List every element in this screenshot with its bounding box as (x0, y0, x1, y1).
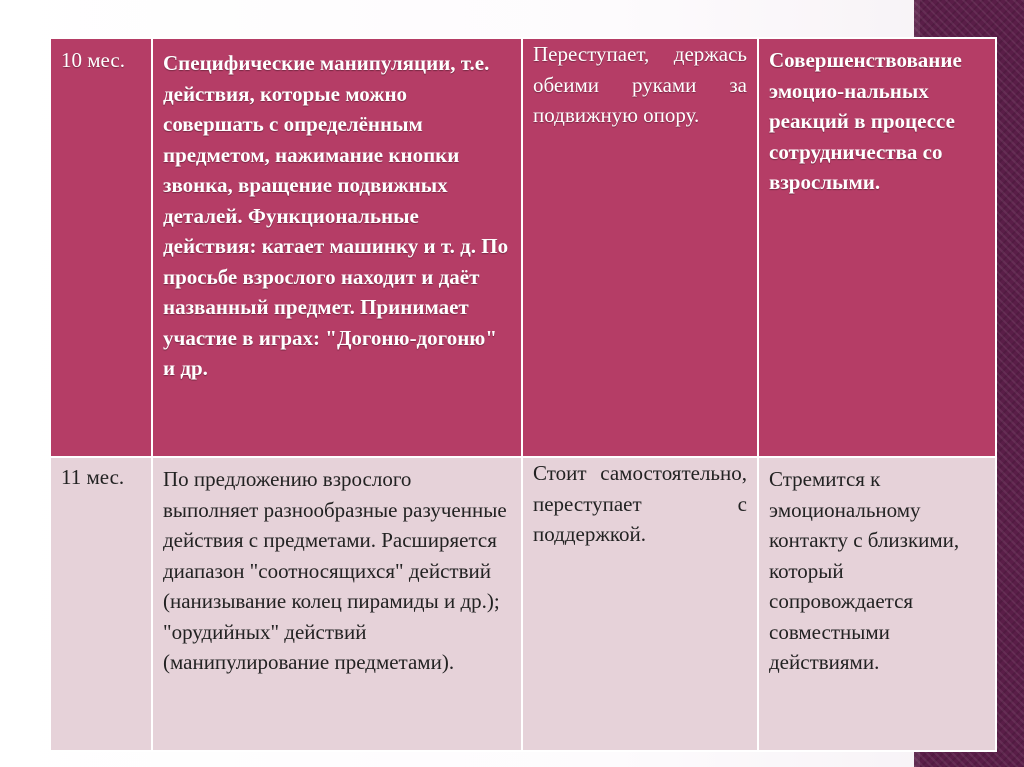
activity-text: Специфические манипуляции, т.е. действия, которые можно совершать с определённым предметом, нажимание кнопки звонка, вращение подвижных деталей. Функциональные действия: катает машинку и т. д. По просьбе взрослого находит и даёт названный предмет. Принимает участие в играх: "Догоню-догоню" и др. (163, 51, 509, 380)
age-label: 11 мес. (61, 465, 125, 489)
emotion-text: Совершенствование эмоцио-нальных реакций в процессе сотрудничества со взрослыми. (769, 48, 962, 194)
movement-cell (522, 457, 758, 751)
activity-cell (152, 457, 522, 751)
age-label: 10 мес. (61, 48, 125, 72)
age-cell (50, 457, 152, 751)
age-cell (50, 38, 152, 457)
table-row (50, 38, 996, 457)
emotion-cell (758, 38, 996, 457)
movement-text: Переступает, держась обеими руками за подвижную опору. (533, 42, 747, 127)
movement-cell (522, 38, 758, 457)
movement-text: Стоит самостоятельно, переступает с поддержкой. (533, 461, 747, 546)
development-table (49, 37, 997, 752)
emotion-cell (758, 457, 996, 751)
emotion-text: Стремится к эмоциональному контакту с близкими, который сопровождается совместными действиями. (769, 467, 960, 674)
activity-text: По предложению взрослого выполняет разнообразные разученные действия с предметами. Расширяется диапазон "соотносящихся" действий (нанизывание колец пирамиды и др.); "орудийных" действий (манипулирование предметами). (163, 467, 507, 674)
table-row (50, 457, 996, 751)
activity-cell (152, 38, 522, 457)
